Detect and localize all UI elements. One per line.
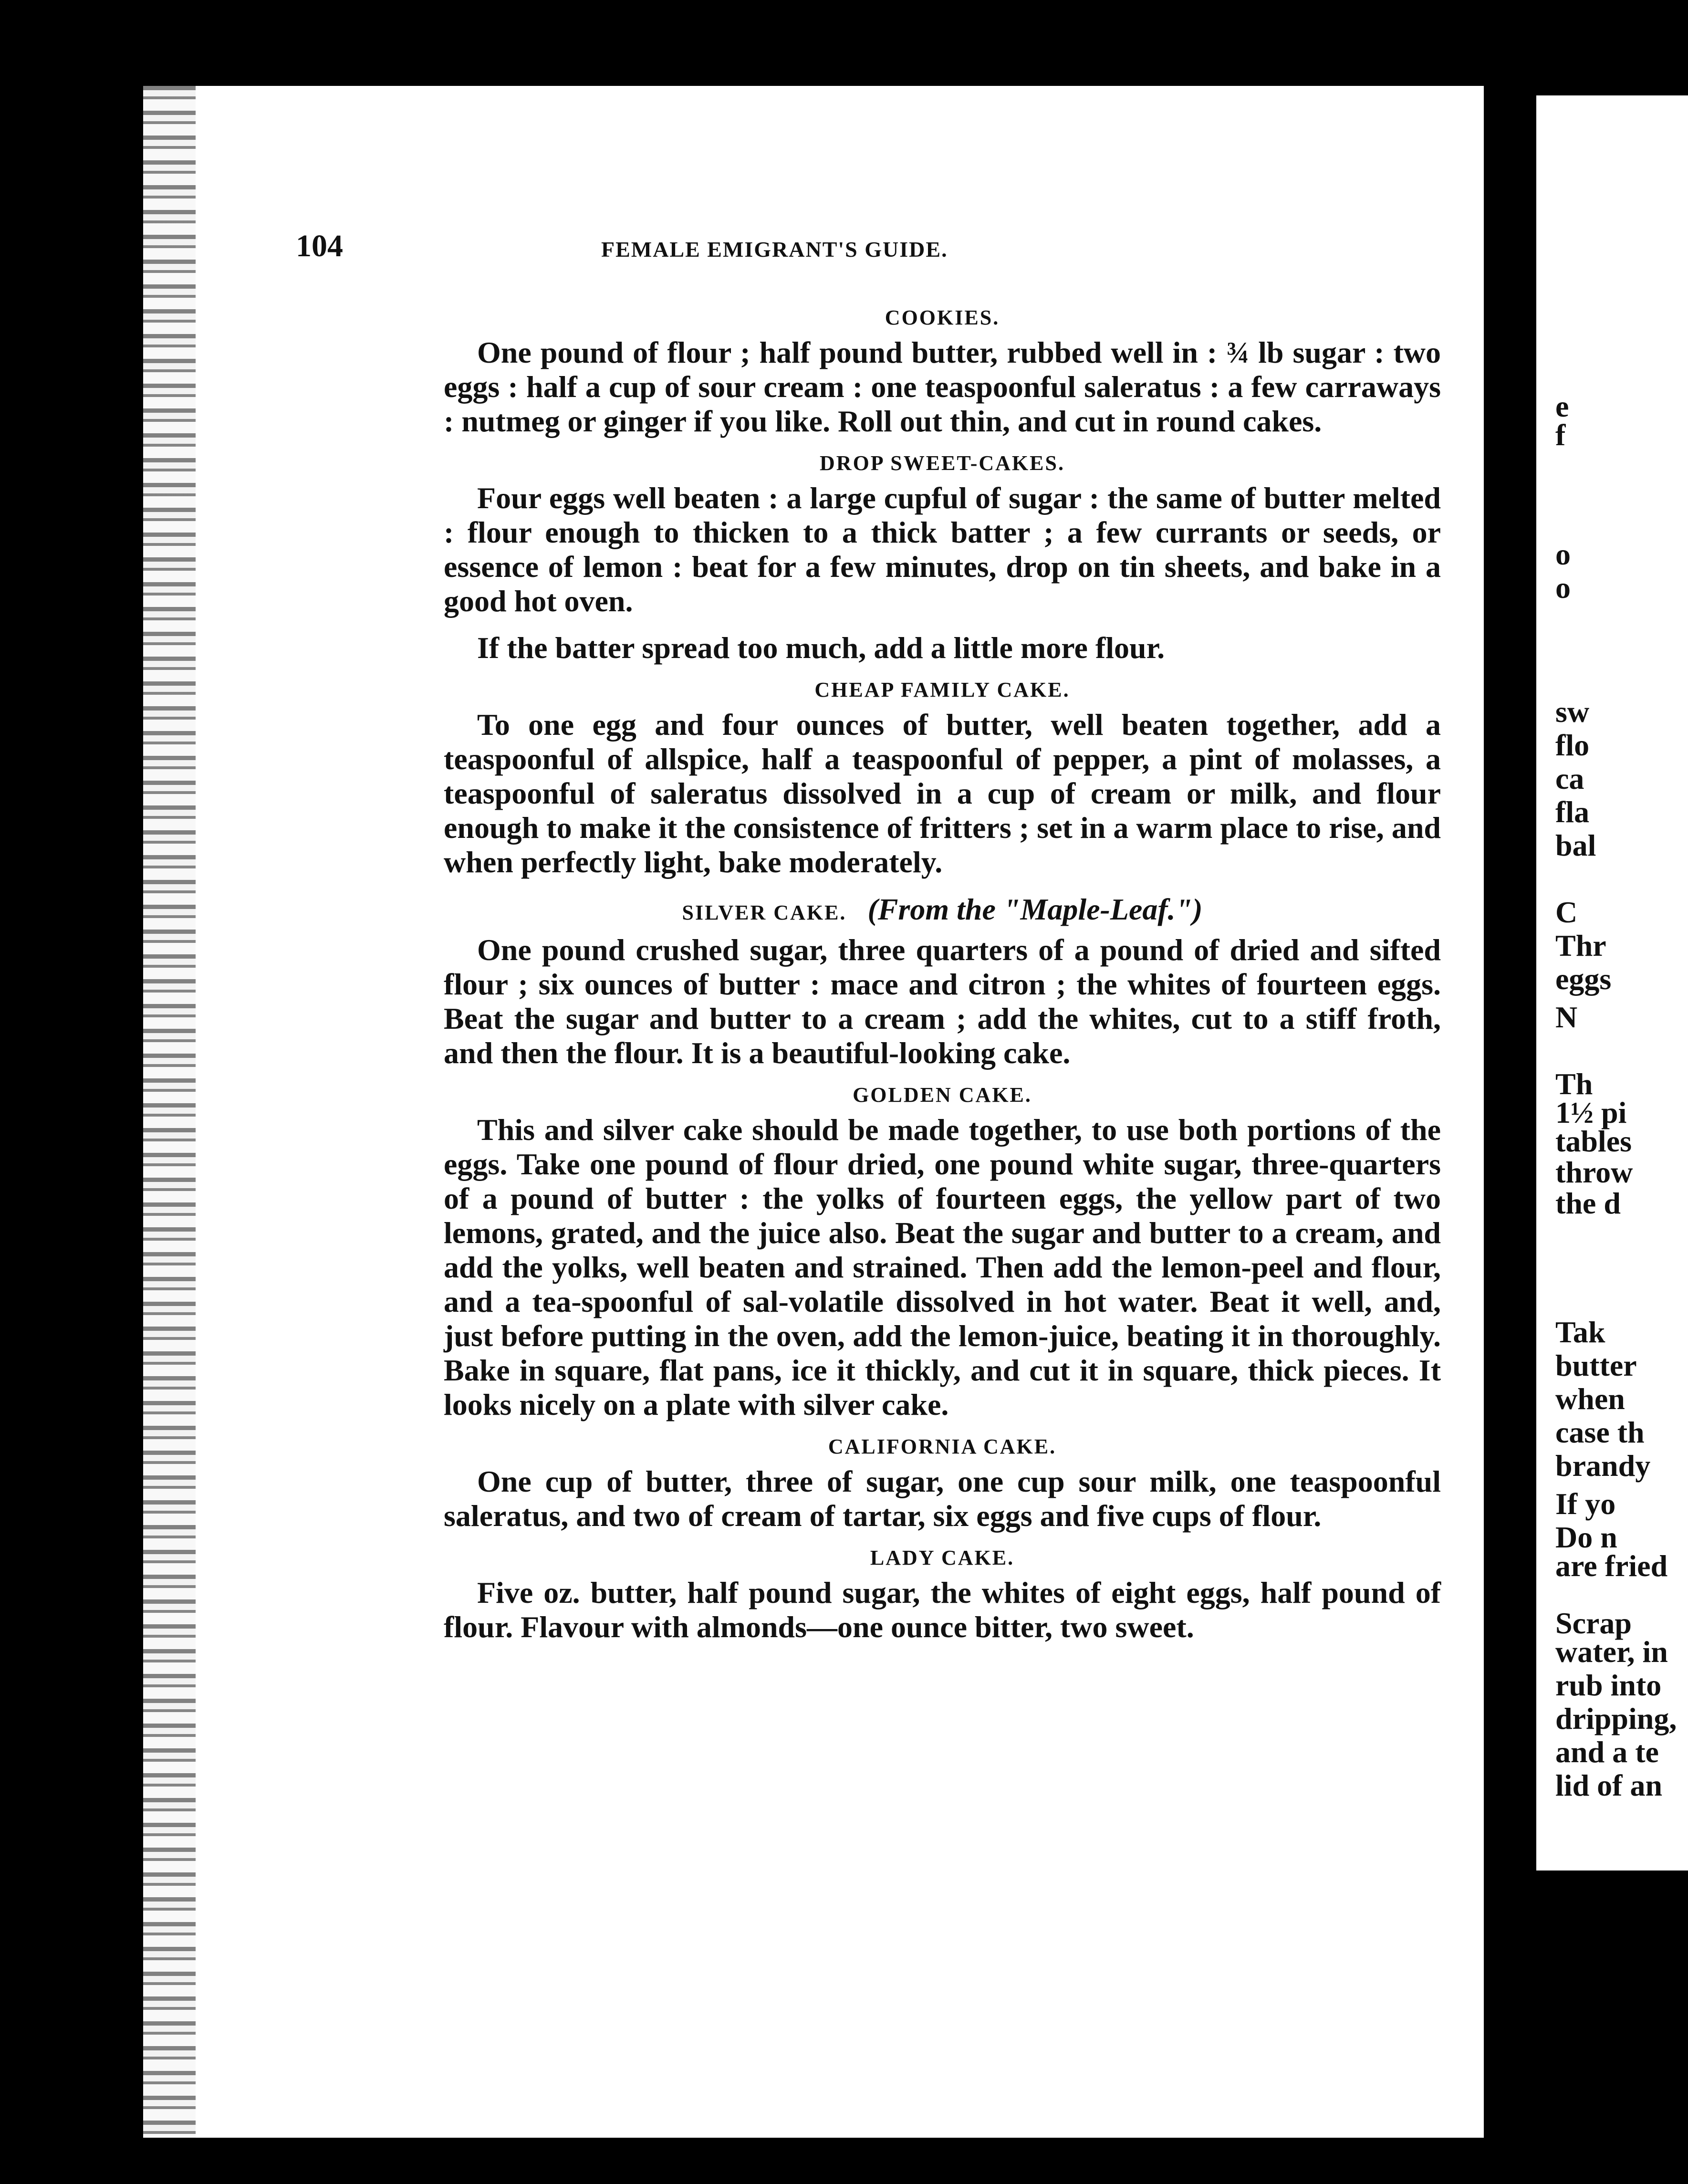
facing-page-fragment: lid of an [1555, 1768, 1663, 1802]
running-head [296, 228, 1150, 266]
facing-page-fragment: throw [1555, 1155, 1633, 1189]
facing-page-fragment: ca [1555, 762, 1584, 795]
facing-page-fragment: e [1555, 389, 1569, 423]
recipe-text: Five oz. butter, half pound sugar, the whites of eight eggs, half pound of flour. Flavour with almonds—one ounce bitter, two sweet. [444, 1576, 1441, 1644]
recipe-cookies [444, 305, 1441, 439]
recipe-text: If the batter spread too much, add a little more flour. [477, 631, 1165, 665]
recipe-text: One pound crushed sugar, three quarters of a pound of dried and sifted flour ; six ounces of butter : mace and citron ; the whites of fourteen eggs. Beat the sugar and butter to a cream ; add the whites, cut to a stiff froth, and then the flour. It is a beautiful-looking cake. [444, 933, 1441, 1070]
facing-page-fragment: Do n [1555, 1520, 1617, 1554]
facing-page-fragment: when [1555, 1382, 1625, 1416]
recipe-heading: CALIFORNIA CAKE. [828, 1435, 1057, 1458]
facing-page-fragment: and a te [1555, 1735, 1659, 1769]
facing-page-fragment: If yo [1555, 1487, 1616, 1521]
recipe-heading: GOLDEN CAKE. [853, 1083, 1032, 1107]
facing-page-fragment: 1½ pi [1555, 1096, 1627, 1129]
recipe-text: To one egg and four ounces of butter, well beaten together, add a teaspoonful of allspice, half a teaspoonful of pepper, a pint of molasses, a teaspoonful of saleratus dissolved in a cup of cream or milk, and flour enough to make it the consistence of fritters ; set in a warm place to rise, and when perfectly light, bake moderately. [444, 708, 1441, 879]
facing-page-fragment: N [1555, 1000, 1578, 1034]
facing-page-fragment: sw [1555, 695, 1590, 729]
facing-page-fragment: Thr [1555, 929, 1606, 962]
recipe-heading-title: SILVER CAKE. [682, 901, 847, 924]
facing-page-fragment: o [1555, 537, 1571, 571]
recipe-heading: LADY CAKE. [870, 1546, 1015, 1569]
recipe-drop-sweet-cakes [444, 451, 1441, 665]
facing-page-fragment: tables [1555, 1124, 1632, 1158]
facing-page-fragment: Scrap [1555, 1606, 1632, 1640]
recipe-california-cake [444, 1434, 1441, 1533]
facing-page-fragment: dripping, [1555, 1702, 1677, 1735]
recipe-heading [444, 892, 1441, 927]
recipe-silver-cake [444, 892, 1441, 1070]
recipe-text: Four eggs well beaten : a large cupful of sugar : the same of butter melted : flour enough to thicken to a thick batter ; a few currants or seeds, or essence of lemon : beat for a few minutes, drop on tin sheets, and bake in a good hot oven. [444, 481, 1441, 618]
facing-page-fragment: fla [1555, 795, 1590, 829]
page-spine-edge [143, 86, 196, 2138]
facing-page-fragment: f [1555, 418, 1566, 452]
facing-page-fragment: butter [1555, 1348, 1637, 1382]
recipe-heading: DROP SWEET-CAKES. [820, 451, 1065, 475]
facing-page-fragment: rub into [1555, 1668, 1662, 1702]
facing-page-fragment: Th [1555, 1067, 1593, 1101]
facing-page-fragment: flo [1555, 728, 1590, 762]
facing-page-fragment: Tak [1555, 1315, 1605, 1349]
recipe-text: One pound of flour ; half pound butter, rubbed well in : ¾ lb sugar : two eggs : half a cup of sour cream : one teaspoonful saleratus : a few carraways : nutmeg or ginger if you like. Roll out thin, and cut in round cakes. [444, 335, 1441, 438]
facing-page-fragment: water, in [1555, 1635, 1668, 1669]
facing-page-fragment: are fried [1555, 1549, 1668, 1583]
page-number: 104 [296, 229, 343, 263]
facing-page-fragment: bal [1555, 828, 1596, 862]
facing-page-fragment: o [1555, 571, 1571, 605]
facing-page-fragment: C [1555, 895, 1578, 929]
recipe-heading: CHEAP FAMILY CAKE. [814, 678, 1070, 701]
facing-page-edge [1536, 95, 1688, 1871]
recipe-cheap-family-cake [444, 678, 1441, 879]
facing-page-fragment: brandy [1555, 1449, 1651, 1483]
facing-page-fragment: eggs [1555, 962, 1612, 996]
running-title: FEMALE EMIGRANT'S GUIDE. [601, 237, 948, 261]
recipe-text: One cup of butter, three of sugar, one cup sour milk, one teaspoonful saleratus, and two of cream of tartar, six eggs and five cups of flour. [444, 1464, 1441, 1533]
page-content [444, 305, 1441, 1657]
recipe-heading-source: (From the "Maple-Leaf.") [867, 892, 1203, 926]
facing-page-fragment: the d [1555, 1186, 1621, 1220]
recipe-golden-cake [444, 1083, 1441, 1422]
recipe-heading: COOKIES. [885, 306, 1000, 329]
recipe-text: This and silver cake should be made together, to use both portions of the eggs. Take one pound of flour dried, one pound white sugar, three-quarters of a pound of butter : the yolks of fourteen eggs, the yellow part of two lemons, grated, and the juice also. Beat the sugar and butter to a cream, and add the yolks, well beaten and strained. Then add the lemon-peel and flour, and a tea-spoonful of sal-volatile dissolved in hot water. Beat it well, and, just before putting in the oven, add the lemon-juice, beating it in thoroughly. Bake in square, flat pans, ice it thickly, and cut it in square, thick pieces. It looks nicely on a plate with silver cake. [444, 1113, 1441, 1421]
recipe-lady-cake [444, 1546, 1441, 1644]
facing-page-fragment: case th [1555, 1415, 1645, 1449]
